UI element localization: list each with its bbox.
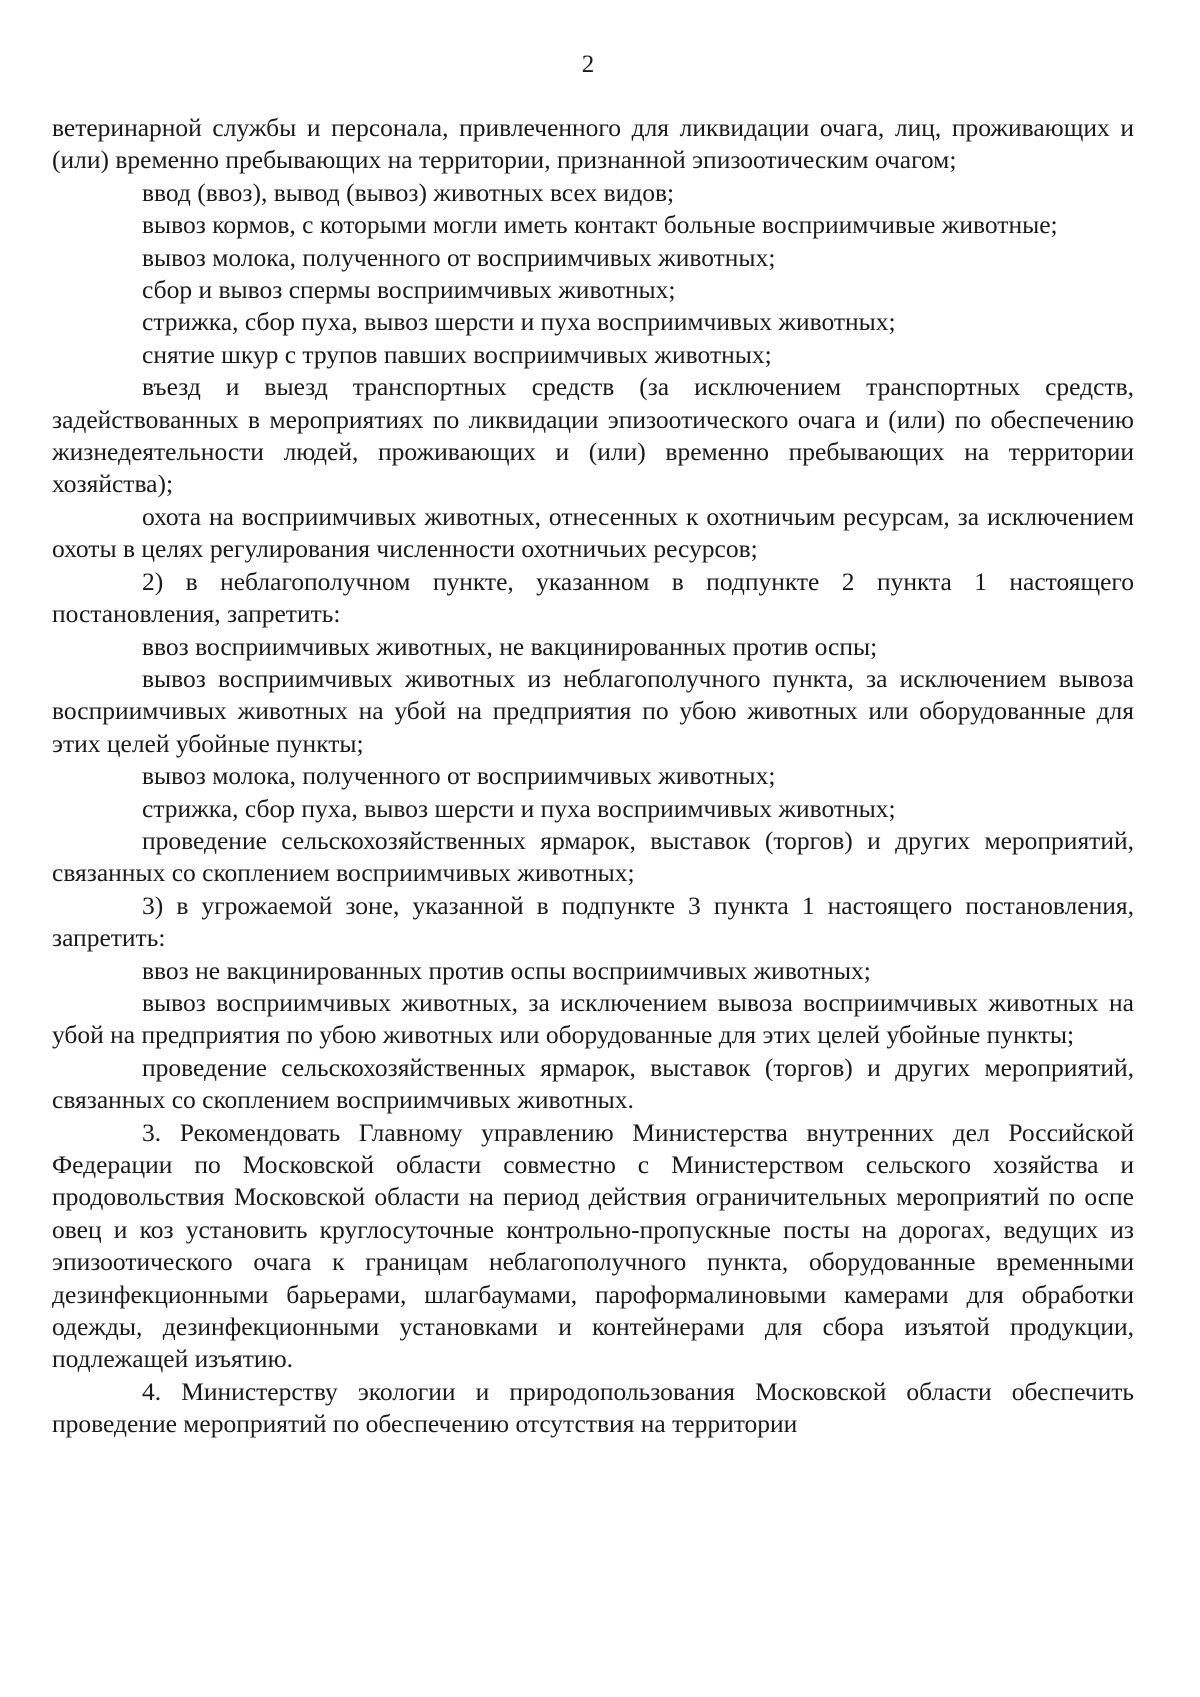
- document-paragraph: ввоз восприимчивых животных, не вакцинированных против оспы;: [142, 631, 878, 661]
- document-paragraph: 2) в неблагополучном пункте, указанном в подпункте 2 пункта 1 настоящего постановления, запретить:: [52, 566, 1134, 629]
- document-paragraph: ветеринарной службы и персонала, привлеченного для ликвидации очага, лиц, проживающих и (или) временно пребывающих на территории, признанной эпизоотическим очагом;: [52, 113, 1134, 175]
- document-paragraph: проведение сельскохозяйственных ярмарок, выставок (торгов) и других мероприятий, связанных со скоплением восприимчивых животных;: [52, 825, 1134, 888]
- document-paragraph: въезд и выезд транспортных средств (за исключением транспортных средств, задействованных в мероприятиях по ликвидации эпизоотического очага и (или) по обеспечению жизнедеятельности людей, проживающих и (или) временно пребывающих на территории хозяйства);: [52, 372, 1134, 499]
- document-paragraph: проведение сельскохозяйственных ярмарок, выставок (торгов) и других мероприятий, связанных со скоплением восприимчивых животных.: [52, 1052, 1134, 1115]
- document-paragraph: ввод (ввоз), вывод (вывоз) животных всех видов;: [142, 177, 675, 207]
- document-paragraph: снятие шкур с трупов павших восприимчивых животных;: [142, 339, 772, 369]
- document-paragraph: стрижка, сбор пуха, вывоз шерсти и пуха восприимчивых животных;: [142, 793, 896, 823]
- page-number: 2: [581, 51, 595, 78]
- document-paragraph: охота на восприимчивых животных, отнесенных к охотничьим ресурсам, за исключением охоты в целях регулирования численности охотничьих ресурсов;: [52, 501, 1134, 564]
- document-paragraph: вывоз восприимчивых животных из неблагополучного пункта, за исключением вывоза восприимчивых животных на убой на предприятия по убою животных или оборудованные для этих целей убойные пункты;: [52, 663, 1134, 758]
- document-paragraph: сбор и вывоз спермы восприимчивых животных;: [142, 275, 676, 305]
- document-paragraph: вывоз молока, полученного от восприимчивых животных;: [142, 761, 776, 791]
- document-paragraph: 4. Министерству экологии и природопользования Московской области обеспечить проведение мероприятий по обеспечению отсутствия на территории: [52, 1376, 1134, 1439]
- document-body: [52, 112, 1134, 1441]
- document-paragraph: 3) в угрожаемой зоне, указанной в подпункте 3 пункта 1 настоящего постановления, запретить:: [52, 890, 1134, 953]
- document-paragraph: вывоз кормов, с которыми могли иметь контакт больные восприимчивые животные;: [142, 210, 1058, 240]
- document-paragraph: стрижка, сбор пуха, вывоз шерсти и пуха восприимчивых животных;: [142, 307, 896, 337]
- document-paragraph: вывоз молока, полученного от восприимчивых животных;: [142, 242, 776, 272]
- document-paragraph: вывоз восприимчивых животных, за исключением вывоза восприимчивых животных на убой на предприятия по убою животных или оборудованные для этих целей убойные пункты;: [52, 987, 1134, 1050]
- document-paragraph: ввоз не вакцинированных против оспы восприимчивых животных;: [142, 955, 871, 985]
- document-paragraph: 3. Рекомендовать Главному управлению Министерства внутренних дел Российской Федерации по Московской области совместно с Министерством сельского хозяйства и продовольствия Московской области на период действия ограничительных мероприятий по оспе овец и коз установить круглосуточные контрольно-пропускные посты на дорогах, ведущих из эпизоотического очага к границам неблагополучного пункта, оборудованные временными дезинфекционными барьерами, шлагбаумами, пароформалиновыми камерами для обработки одежды, дезинфекционными установками и контейнерами для сбора изъятой продукции, подлежащей изъятию.: [52, 1117, 1134, 1374]
